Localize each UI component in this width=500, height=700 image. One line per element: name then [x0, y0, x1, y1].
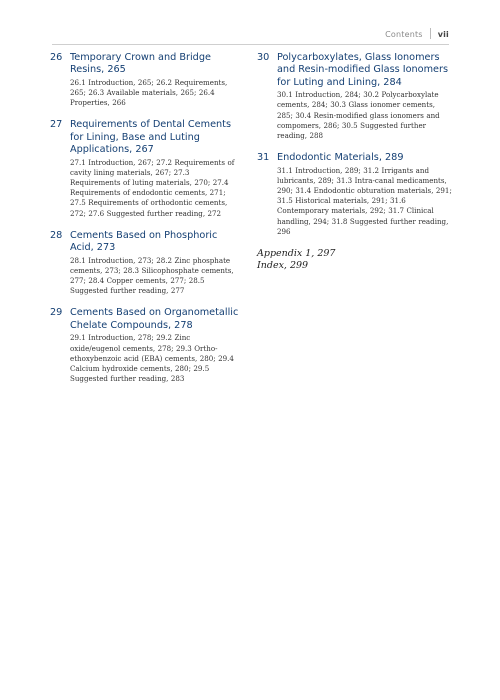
chapter-title: Cements Based on Organometallic Chelate Compounds, 278: [70, 307, 239, 331]
toc-chapter-31: [257, 152, 452, 237]
toc-chapter-26: [50, 52, 240, 108]
toc-chapter-27: [50, 119, 240, 218]
chapter-sections: 27.1 Introduction, 267; 27.2 Requirements of cavity lining materials, 267; 27.3 Requirements of luting materials, 270; 27.4 Requirements of endodontic cements, 271; 27.5 Requirements of orthodontic cements, 272; 27.6 Suggested further reading, 272: [70, 157, 235, 218]
header-separator: [430, 28, 431, 39]
back-matter: [257, 248, 452, 271]
chapter-heading[interactable]: [50, 119, 240, 156]
toc-chapter-30: [257, 52, 452, 141]
chapter-sections: 28.1 Introduction, 273; 28.2 Zinc phosphate cements, 273; 28.3 Silicophosphate cements, 277; 28.4 Copper cements, 277; 28.5 Suggested further reading, 277: [70, 255, 234, 296]
chapter-title: Endodontic Materials, 289: [277, 152, 404, 164]
chapter-heading[interactable]: [257, 152, 452, 164]
chapter-title: Temporary Crown and Bridge Resins, 265: [70, 52, 211, 76]
chapter-number: 29: [50, 307, 63, 319]
chapter-number: 31: [257, 152, 270, 164]
chapter-sections: 30.1 Introduction, 284; 30.2 Polycarboxylate cements, 284; 30.3 Glass ionomer cements, 285; 30.4 Resin-modified glass ionomers and compomers, 286; 30.5 Suggested further reading, 288: [277, 90, 440, 141]
toc-chapter-28: [50, 230, 240, 297]
appendix-entry[interactable]: Appendix 1, 297: [257, 248, 336, 260]
toc-chapter-29: [50, 307, 240, 384]
running-header: [385, 29, 449, 40]
toc-left-column: [50, 52, 240, 395]
chapter-number: 28: [50, 229, 63, 241]
chapter-title: Polycarboxylates, Glass Ionomers and Resin-modified Glass Ionomers for Luting and Lining, 284: [277, 52, 449, 88]
chapter-sections: 31.1 Introduction, 289; 31.2 Irrigants and lubricants, 289; 31.3 Intra-canal medicaments, 290; 31.4 Endodontic obturation materials, 291; 31.5 Historical materials, 291; 31.6 Contemporary materials, 292; 31.7 Clinical handling, 294; 31.8 Suggested further reading, 296: [277, 165, 452, 236]
chapter-heading[interactable]: [50, 307, 240, 332]
page-number: vii: [437, 30, 449, 39]
chapter-sections: 26.1 Introduction, 265; 26.2 Requirements, 265; 26.3 Available materials, 265; 26.4 Properties, 266: [70, 77, 228, 108]
chapter-heading[interactable]: [50, 52, 240, 77]
chapter-number: 30: [257, 52, 270, 63]
chapter-sections: 29.1 Introduction, 278; 29.2 Zinc oxide/eugenol cements, 278; 29.3 Ortho-ethoxybenzoic acid (EBA) cements, 280; 29.4 Calcium hydroxide cements, 280; 29.5 Suggested further reading, 283: [70, 333, 234, 384]
chapter-title: Cements Based on Phosphoric Acid, 273: [70, 229, 218, 254]
chapter-heading[interactable]: [50, 230, 240, 255]
chapter-number: 27: [50, 119, 63, 131]
chapter-number: 26: [50, 52, 63, 63]
running-header-label: Contents: [385, 30, 423, 39]
chapter-title: Requirements of Dental Cements for Lining, Base and Luting Applications, 267: [70, 119, 232, 156]
header-rule: [52, 44, 449, 45]
chapter-heading[interactable]: [257, 52, 452, 89]
toc-right-column: [257, 52, 452, 271]
index-entry[interactable]: Index, 299: [257, 259, 309, 271]
